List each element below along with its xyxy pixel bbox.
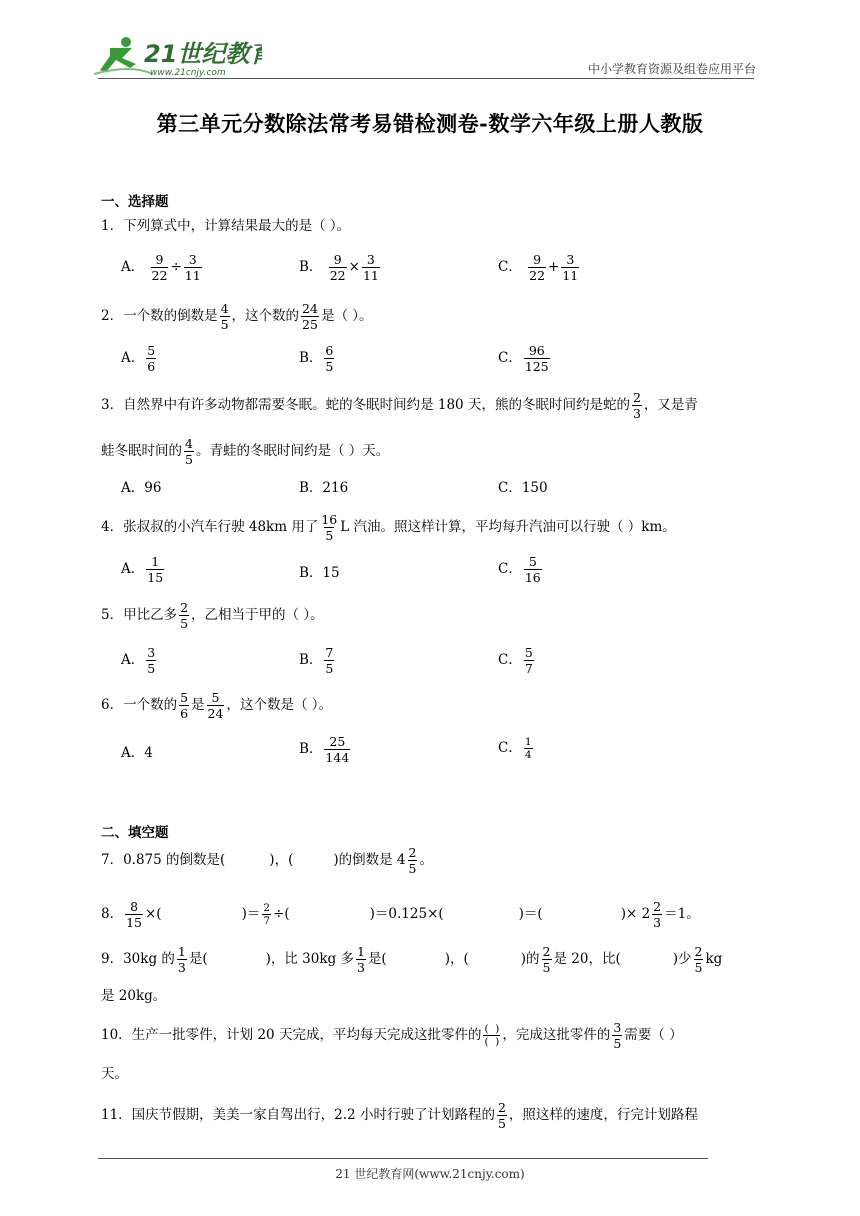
svg-text:www.21cnjy.com: www.21cnjy.com [150,68,226,78]
q6-option-b[interactable]: B． $\frac{25}{144}$ [299,734,350,765]
q10-stem: 10．生产一批零件，计划 20 天完成，平均每天完成这批零件的 $\frac{( )}{( )}$ ，完成这批零件的 $\frac{3}{5}$ 需要（ ） [101,1020,683,1051]
q4-option-c[interactable]: C． $\frac{5}{16}$ [498,554,541,585]
q2-stem: 2．一个数的倒数是 $\frac{4}{5}$ ，这个数的 $\frac{24}{25}$ 是（ ）。 [101,301,373,332]
q5-option-b[interactable]: B． $\frac{7}{5}$ [299,645,334,676]
q10-stem-line2: 天。 [101,1066,128,1082]
q2-option-b[interactable]: B． $\frac{6}{5}$ [299,343,334,374]
q2-option-a[interactable]: A． $\frac{5}{6}$ [121,343,156,374]
header-divider [98,78,754,79]
q6-stem: 6．一个数的 $\frac{5}{6}$ 是 $\frac{5}{24}$ ，这个数是（ ）。 [101,690,332,721]
section-fill: 二、填空题 [101,825,169,841]
q2-option-c[interactable]: C． $\frac{96}{125}$ [498,343,549,374]
q5-stem: 5．甲比乙多 $\frac{2}{5}$ ，乙相当于甲的（ ）。 [101,600,324,631]
q11-stem: 11．国庆节假期，美美一家自驾出行，2.2 小时行驶了计划路程的 $\frac{2}{5}$ ，照这样的速度，行完计划路程 [101,1100,698,1131]
q1-option-a[interactable]: A． $\frac{9}{22}$ ÷ $\frac{3}{11}$ [121,252,201,283]
q8-stem: 8． $\frac{8}{15}$ ×( )＝ $\frac{2}{7}$ ÷( )＝0.125×( )＝( )× 2 $\frac{2}{3}$ ＝1。 [101,899,700,930]
q7-stem: 7．0.875 的倒数是( )，( )的倒数是 4 $\frac{2}{5}$ 。 [101,845,433,876]
q5-option-c[interactable]: C． $\frac{5}{7}$ [498,645,533,676]
runner-logo-icon [92,34,262,78]
q3-option-b[interactable]: B．216 [299,480,349,496]
q6-option-c[interactable]: C． $\frac{1}{4}$ [498,736,532,761]
q3-option-c[interactable]: C．150 [498,480,548,496]
q9-stem-line2: 是 20kg。 [101,988,167,1004]
q3-stem-line1: 3．自然界中有许多动物都需要冬眠。蛇的冬眠时间约是 180 天，熊的冬眠时间约是蛇的 $\frac{2}{3}$ ，又是青 [101,390,698,421]
q1-option-c[interactable]: C． $\frac{9}{22}$ + $\frac{3}{11}$ [498,252,579,283]
q6-option-a[interactable]: A．4 [121,745,153,761]
footer-divider [98,1158,708,1159]
footer-text: 21 世纪教育网(www.21cnjy.com) [335,1167,525,1181]
q4-option-b[interactable]: B．15 [299,565,340,581]
q4-stem: 4．张叔叔的小汽车行驶 48km 用了 $\frac{16}{5}$ L 汽油。照这样计算，平均每升汽油可以行驶（ ）km。 [101,512,676,543]
q3-stem-line2: 蛙冬眠时间的 $\frac{4}{5}$ 。青蛙的冬眠时间约是（ ）天。 [101,436,390,467]
q1-option-b[interactable]: B． $\frac{9}{22}$ × $\frac{3}{11}$ [299,252,379,283]
q1-stem: 1．下列算式中，计算结果最大的是（ ）。 [101,218,351,234]
platform-name: 中小学教育资源及组卷应用平台 [587,62,756,76]
q9-stem: 9．30kg 的 $\frac{1}{3}$ 是( )，比 30kg 多 $\frac{1}{3}$ 是( )，( )的 $\frac{2}{5}$ 是 20，比( )少 $\frac{2}{5}$ kg [101,944,723,975]
q4-option-a[interactable]: A． $\frac{1}{15}$ [121,554,164,585]
logo [92,34,262,78]
q3-option-a[interactable]: A．96 [121,480,162,496]
page-title: 第三单元分数除法常考易错检测卷-数学六年级上册人教版 [156,111,704,136]
section-choice: 一、选择题 [101,194,169,210]
q5-option-a[interactable]: A． $\frac{3}{5}$ [121,645,156,676]
svg-text:21世纪教育: 21世纪教育 [144,40,262,68]
